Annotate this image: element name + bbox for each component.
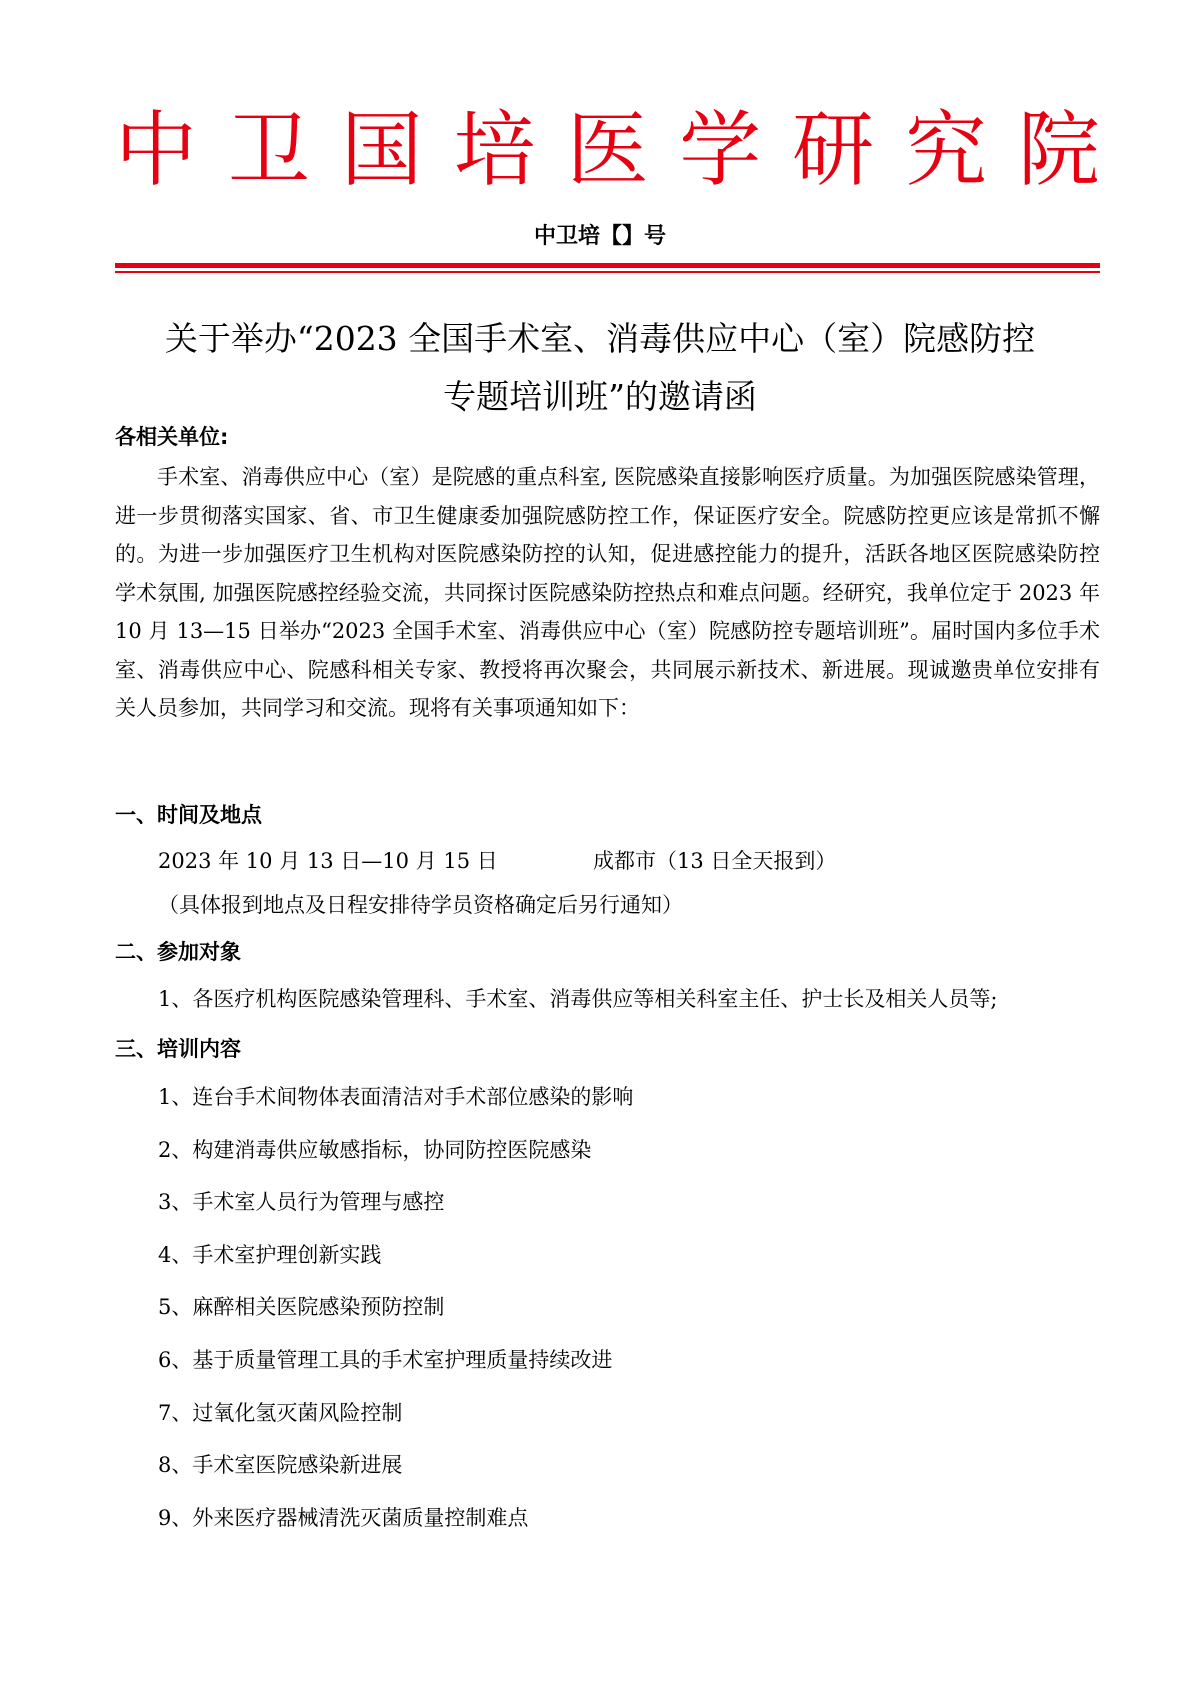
training-content-list <box>158 1082 633 1555</box>
org-name-char: 究 <box>905 103 988 198</box>
header-divider-thin <box>115 271 1100 273</box>
section-heading-audience: 二、参加对象 <box>115 940 241 964</box>
section-heading-content: 三、培训内容 <box>115 1037 241 1061</box>
organization-name-header <box>115 96 1100 206</box>
section-heading-time-place: 一、时间及地点 <box>115 803 262 827</box>
org-name-char: 国 <box>340 103 423 198</box>
list-item: 7、过氧化氢灭菌风险控制 <box>158 1400 403 1425</box>
title-line-2: 专题培训班”的邀请函 <box>443 377 757 416</box>
list-item: 5、麻醉相关医院感染预防控制 <box>158 1295 445 1320</box>
header-divider-thick <box>115 263 1100 268</box>
intro-paragraph: 手术室、消毒供应中心（室）是院感的重点科室, 医院感染直接影响医疗质量。为加强医院感染管理，进一步贯彻落实国家、省、市卫生健康委加强院感防控工作，保证医疗安全。院感防控更应该是常抓不懈的。为进一步加强医疗卫生机构对医院感染防控的认知，促进感控能力的提升，活跃各地区医院感染防控学术氛围, 加强医院感控经验交流，共同探讨医院感染防控热点和难点问题。经研究，我单位定于 2023 年 10 月 13—15 日举办“2023 全国手术室、消毒供应中心（室）院感防控专题培训班”。届时国内多位手术室、消毒供应中心、院感科相关专家、教授将再次聚会，共同展示新技术、新进展。现诚邀贵单位安排有关人员参加，共同学习和交流。现将有关事项通知如下： <box>115 465 1100 720</box>
audience-item: 1、各医疗机构医院感染管理科、手术室、消毒供应等相关科室主任、护士长及相关人员等; <box>158 987 998 1011</box>
list-item: 9、外来医疗器械清洗灭菌质量控制难点 <box>158 1505 529 1530</box>
list-item: 2、构建消毒供应敏感指标，协同防控医院感染 <box>158 1137 592 1162</box>
event-date: 2023 年 10 月 13 日—10 月 15 日 <box>158 849 498 873</box>
list-item: 4、手术室护理创新实践 <box>158 1242 382 1267</box>
org-name-char: 中 <box>115 103 198 198</box>
org-name-char: 学 <box>679 103 762 198</box>
org-name-char: 培 <box>453 103 536 198</box>
list-item: 6、基于质量管理工具的手术室护理质量持续改进 <box>158 1347 613 1372</box>
salutation: 各相关单位: <box>115 425 229 449</box>
document-number: 中卫培【】号 <box>533 224 666 249</box>
event-location: 成都市（13 日全天报到） <box>593 849 837 873</box>
list-item: 3、手术室人员行为管理与感控 <box>158 1190 445 1215</box>
org-name-char: 卫 <box>227 103 310 198</box>
document-title <box>110 310 1090 426</box>
event-note: （具体报到地点及日程安排待学员资格确定后另行通知） <box>158 893 683 917</box>
title-line-1: 关于举办“2023 全国手术室、消毒供应中心（室）院感防控 <box>164 319 1036 358</box>
org-name-char: 研 <box>792 103 875 198</box>
list-item: 8、手术室医院感染新进展 <box>158 1453 403 1478</box>
org-name-char: 院 <box>1017 103 1100 198</box>
list-item: 1、连台手术间物体表面清洁对手术部位感染的影响 <box>158 1085 634 1109</box>
org-name-char: 医 <box>566 103 649 198</box>
